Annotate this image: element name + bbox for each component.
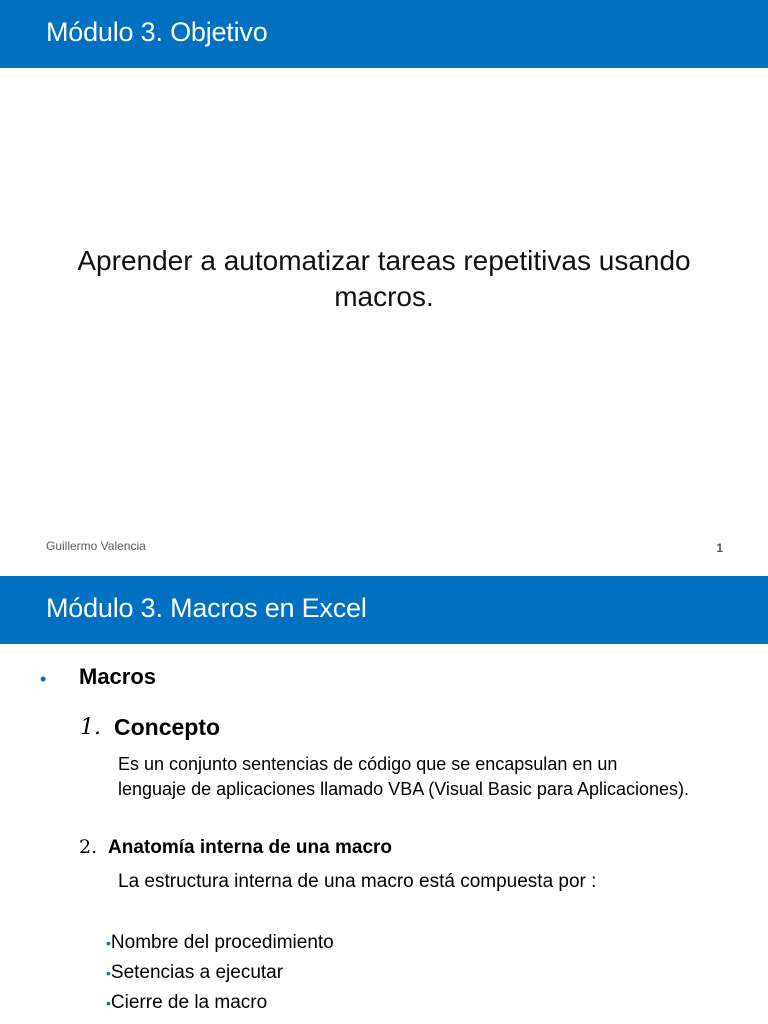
section-1-number: 1.: [80, 715, 101, 740]
list-item-label: Cierre de la macro: [110, 992, 268, 1013]
footer-author: Guillermo Valencia: [46, 539, 146, 553]
list-item: [106, 931, 334, 961]
objective-line-1: Aprender a automatizar tareas repetitivas usando: [77, 245, 691, 276]
list-item-label: Nombre del procedimiento: [110, 932, 334, 953]
section-2-number: 2.: [79, 836, 98, 858]
section-1-text-line-1: Es un conjunto sentencias de código que se encapsulan en un: [118, 754, 618, 774]
slide-title: Módulo 3. Objetivo: [46, 17, 268, 47]
section-1-text: [118, 752, 748, 802]
slide-2: [0, 576, 768, 1024]
title-bar: [0, 0, 768, 68]
heading-macros: Macros: [79, 664, 157, 689]
bullet-icon: •: [106, 935, 111, 951]
section-2-text: La estructura interna de una macro está compuesta por :: [118, 871, 597, 892]
list-item: [106, 991, 334, 1021]
page-number: 1: [716, 541, 723, 555]
objective-text: [30, 243, 738, 315]
bullet-icon: •: [106, 965, 111, 981]
section-2-title: Anatomía interna de una macro: [108, 837, 393, 858]
list-item-label: Setencias a ejecutar: [110, 962, 284, 983]
list-item: [106, 961, 334, 991]
objective-line-2: macros.: [334, 281, 434, 312]
bullet-icon: •: [40, 669, 47, 689]
slide-title: Módulo 3. Macros en Excel: [46, 593, 367, 623]
anatomy-list: [106, 931, 334, 1021]
bullet-icon: •: [106, 995, 111, 1011]
section-1-text-line-2: lenguaje de aplicaciones llamado VBA (Visual Basic para Aplicaciones).: [118, 779, 690, 799]
title-bar: [0, 576, 768, 644]
section-1-title: Concepto: [114, 714, 221, 740]
